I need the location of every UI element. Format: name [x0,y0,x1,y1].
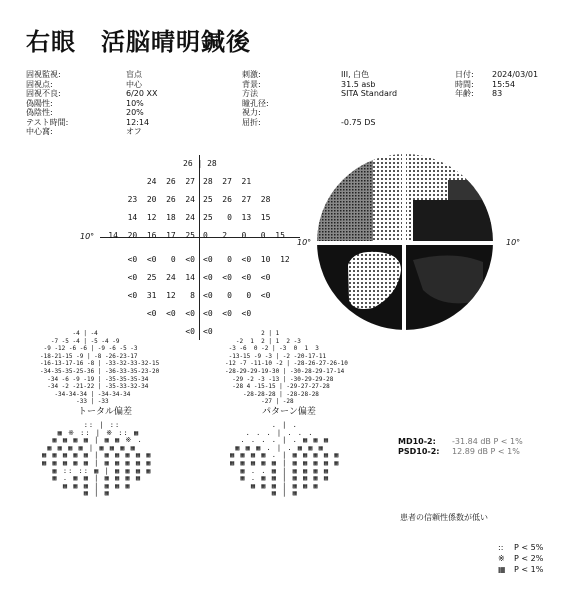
total-deviation-row: -9 -12 -6 -6 | -9 -6 -5 -3 [40,345,138,353]
info-col1-labels [26,70,68,137]
legend-item [498,554,543,565]
pattern-probability-row: . . . . | . ▦ ▦ ▦ [230,436,330,445]
threshold-row-right: 26 | 28 [183,159,217,168]
info-col2-labels [242,70,269,127]
threshold-row-right: 25 0 13 15 [203,213,271,222]
info-label-2: 年齢: [455,89,474,98]
info-value-1: 31.5 asb [341,79,376,89]
info-col1-values [126,70,157,137]
threshold-row-right: <0 <0 <0 [203,309,252,318]
info-label-0: 日付: [455,70,474,79]
pattern-deviation-row: -29 -2 -3 -13 | -30-29-29-28 [225,375,334,383]
threshold-row-left: 14 20 16 17 25 [108,231,195,240]
total-deviation-title: トータル偏差 [78,407,133,417]
info-label-5: テスト時間: [26,117,69,127]
legend-symbol-icon: :: [498,543,504,552]
info-col3-labels [455,70,474,99]
threshold-row-left: <0 31 12 8 [127,291,195,300]
info-label-3: 偽陽性: [26,98,53,108]
pattern-deviation-grid [225,330,348,406]
pattern-probability-row: ▦ ▦ ▦ ▦ ▦ | ▦ ▦ ▦ ▦ ▦ [230,458,340,467]
total-deviation-row: -34 -2 -21-22 | -35-33-32-34 [40,383,149,391]
pattern-probability-row: . | . [230,421,298,429]
info-value-0: 2024/03/01 [492,70,539,79]
pattern-deviation-row: -27 | -28 [225,398,294,406]
pattern-deviation-row: -28-28-28 | -28-28-28 [225,390,319,398]
total-deviation-row: -34-35-35-25-36 | -36-33-35-23-20 [40,367,160,375]
page-title: 右眼 活脳晴明鍼後 [26,28,251,56]
pattern-deviation-row: -28-29-29-19-30 | -30-28-29-17-14 [225,367,345,375]
md-value: -31.84 dB P < 1% [452,437,523,446]
total-deviation-row: -4 | -4 [40,330,98,337]
grayscale-plot [313,150,497,340]
info-label-4: 偽陰性: [26,108,53,117]
threshold-row-left: 14 12 18 24 [127,213,195,222]
threshold-row-left: <0 25 24 14 [127,273,195,282]
threshold-row-right: 28 27 21 [203,177,252,186]
pattern-probability-row: ▦ ▦ ▦ . | . ▦ ▦ ▦ [230,443,324,452]
pattern-deviation-probability [230,422,340,498]
psd-label: PSD10-2: [398,447,440,456]
pattern-deviation-row: -12 -7 -11-10 -2 | -28-26-27-26-10 [225,360,348,368]
total-probability-row: ▦ ※ :: | ※ :: ▦ [42,428,140,437]
total-deviation-row: -16-13-17-16 -8 | -33-32-33-32-15 [40,360,160,368]
reliability-note: 患者の信頼性係数が低い [400,513,488,522]
total-probability-row: ▦ :: :: ▦ | ▦ ▦ ▦ ▦ [42,466,152,475]
pattern-deviation-row: -13-15 -9 -3 | -2 -20-17-11 [225,352,327,360]
total-deviation-probability [42,422,152,498]
psd-value: 12.89 dB P < 1% [452,447,520,456]
threshold-row-right: <0 0 0 <0 [203,291,271,300]
axis-label-mid: 10° [297,238,312,247]
threshold-row-right: <0 [203,327,213,336]
info-label-3: 瞳孔径: [242,98,269,108]
info-col2-values [341,70,397,127]
threshold-row-right: 0 2 0 0 15 [203,231,285,240]
pattern-deviation-row: 2 | 1 [225,330,280,337]
total-probability-row: :: | :: [42,421,121,429]
pattern-deviation-row: -2 1 2 | 1 2 -3 [225,337,301,345]
info-label-1: 背景: [242,79,261,89]
threshold-grid [100,155,300,340]
total-deviation-row: -34 -6 -9 -19 | -35-35-35-34 [40,375,149,383]
info-value-2: SITA Standard [341,89,398,98]
pattern-probability-row: ▦ . . ▦ | ▦ ▦ ▦ ▦ [230,466,330,475]
total-deviation-row: -33 | -33 [40,398,109,406]
info-label-6: 中心窩: [26,127,53,136]
md-label: MD10-2: [398,437,436,446]
pattern-probability-row: ▦ ▦ ▦ ▦ . | ▦ ▦ ▦ ▦ ▦ [230,451,340,460]
info-value-1: 15:54 [492,79,516,89]
total-probability-row: ▦ ▦ ▦ ▦ | ▦ ▦ ※ . [42,436,143,445]
info-label-2: 固視不良: [26,89,61,98]
vertical-axis [199,155,200,340]
info-value-1: 中心 [126,79,142,89]
pattern-deviation-title: パターン偏差 [262,407,316,417]
pattern-deviation-row: -3 -6 0 -2 | -3 0 1 3 [225,345,319,353]
info-value-2: 6/20 XX [126,89,158,98]
threshold-row-left: 23 20 26 24 [127,195,195,204]
legend-label: P < 5% [514,543,544,552]
pattern-deviation-row: -28 4 -15-15 | -29-27-27-28 [225,383,330,391]
pattern-probability-row: ▦ | ▦ [230,489,298,498]
total-probability-row: ▦ ▦ ▦ ▦ ▦ | ▦ ▦ ▦ ▦ ▦ [42,451,152,460]
info-label-1: 固視点: [26,79,53,89]
legend-item [498,565,543,576]
threshold-row-left: <0 <0 <0 [146,309,195,318]
info-label-4: 視力: [242,108,261,117]
info-label-0: 刺激: [242,70,261,79]
total-probability-row: ▦ | ▦ [42,489,110,498]
info-label-1: 時間: [455,79,474,89]
axis-label-left: 10° [80,232,95,241]
axis-label-right: 10° [506,238,521,247]
total-probability-row: ▦ ▦ ▦ ▦ ▦ | ▦ ▦ ▦ ▦ ▦ [42,458,152,467]
plot-horizontal-axis [313,241,497,245]
total-probability-row: ▦ . ▦ ▦ | ▦ ▦ ▦ ▦ [42,474,142,483]
legend-label: P < 1% [514,565,544,574]
info-value-5: -0.75 DS [341,117,376,127]
legend-symbol-icon: ※ [498,554,505,563]
legend-symbol-icon: ▦ [498,565,506,574]
threshold-row-left: <0 <0 0 <0 [127,255,195,264]
total-probability-row: ▦ ▦ ▦ ▦ | ▦ ▦ ▦ ▦ [42,443,136,452]
info-value-5: 12:14 [126,117,150,127]
info-value-3 [341,99,397,109]
info-value-4: 20% [126,108,144,117]
total-probability-row: ▦ ▦ ▦ | ▦ ▦ ▦ [42,481,131,490]
info-value-6: オフ [126,127,142,136]
total-deviation-row: -34-34-34 | -34-34-34 [40,390,131,398]
threshold-row-left: <0 [185,327,195,336]
legend-label: P < 2% [514,554,544,563]
info-value-4 [341,108,397,118]
threshold-row-right: <0 0 <0 10 12 [203,255,290,264]
pattern-probability-row: . . . | . . . [230,428,314,437]
pattern-probability-row: ▦ ▦ ▦ | ▦ ▦ ▦ [230,481,319,490]
threshold-row-left: 24 26 27 [146,177,195,186]
total-deviation-grid [40,330,159,406]
total-deviation-row: -7 -5 -4 | -5 -4 -9 [40,337,120,345]
info-value-0: III, 白色 [341,70,370,79]
total-deviation-row: -18-21-15 -9 | -8 -26-23-17 [40,352,138,360]
probability-legend [498,543,543,576]
info-value-2: 83 [492,89,503,98]
threshold-row-right: 25 26 27 28 [203,195,271,204]
info-value-0: 盲点 [126,70,142,79]
info-label-5: 屈折: [242,117,261,127]
info-value-3: 10% [126,98,144,108]
legend-item [498,543,543,554]
info-col3-values [492,70,538,99]
info-label-0: 固視監視: [26,70,61,79]
pattern-probability-row: ▦ . ▦ ▦ | ▦ ▦ ▦ ▦ [230,474,330,483]
info-label-2: 方法 [242,89,258,98]
threshold-row-right: <0 <0 <0 <0 [203,273,271,282]
